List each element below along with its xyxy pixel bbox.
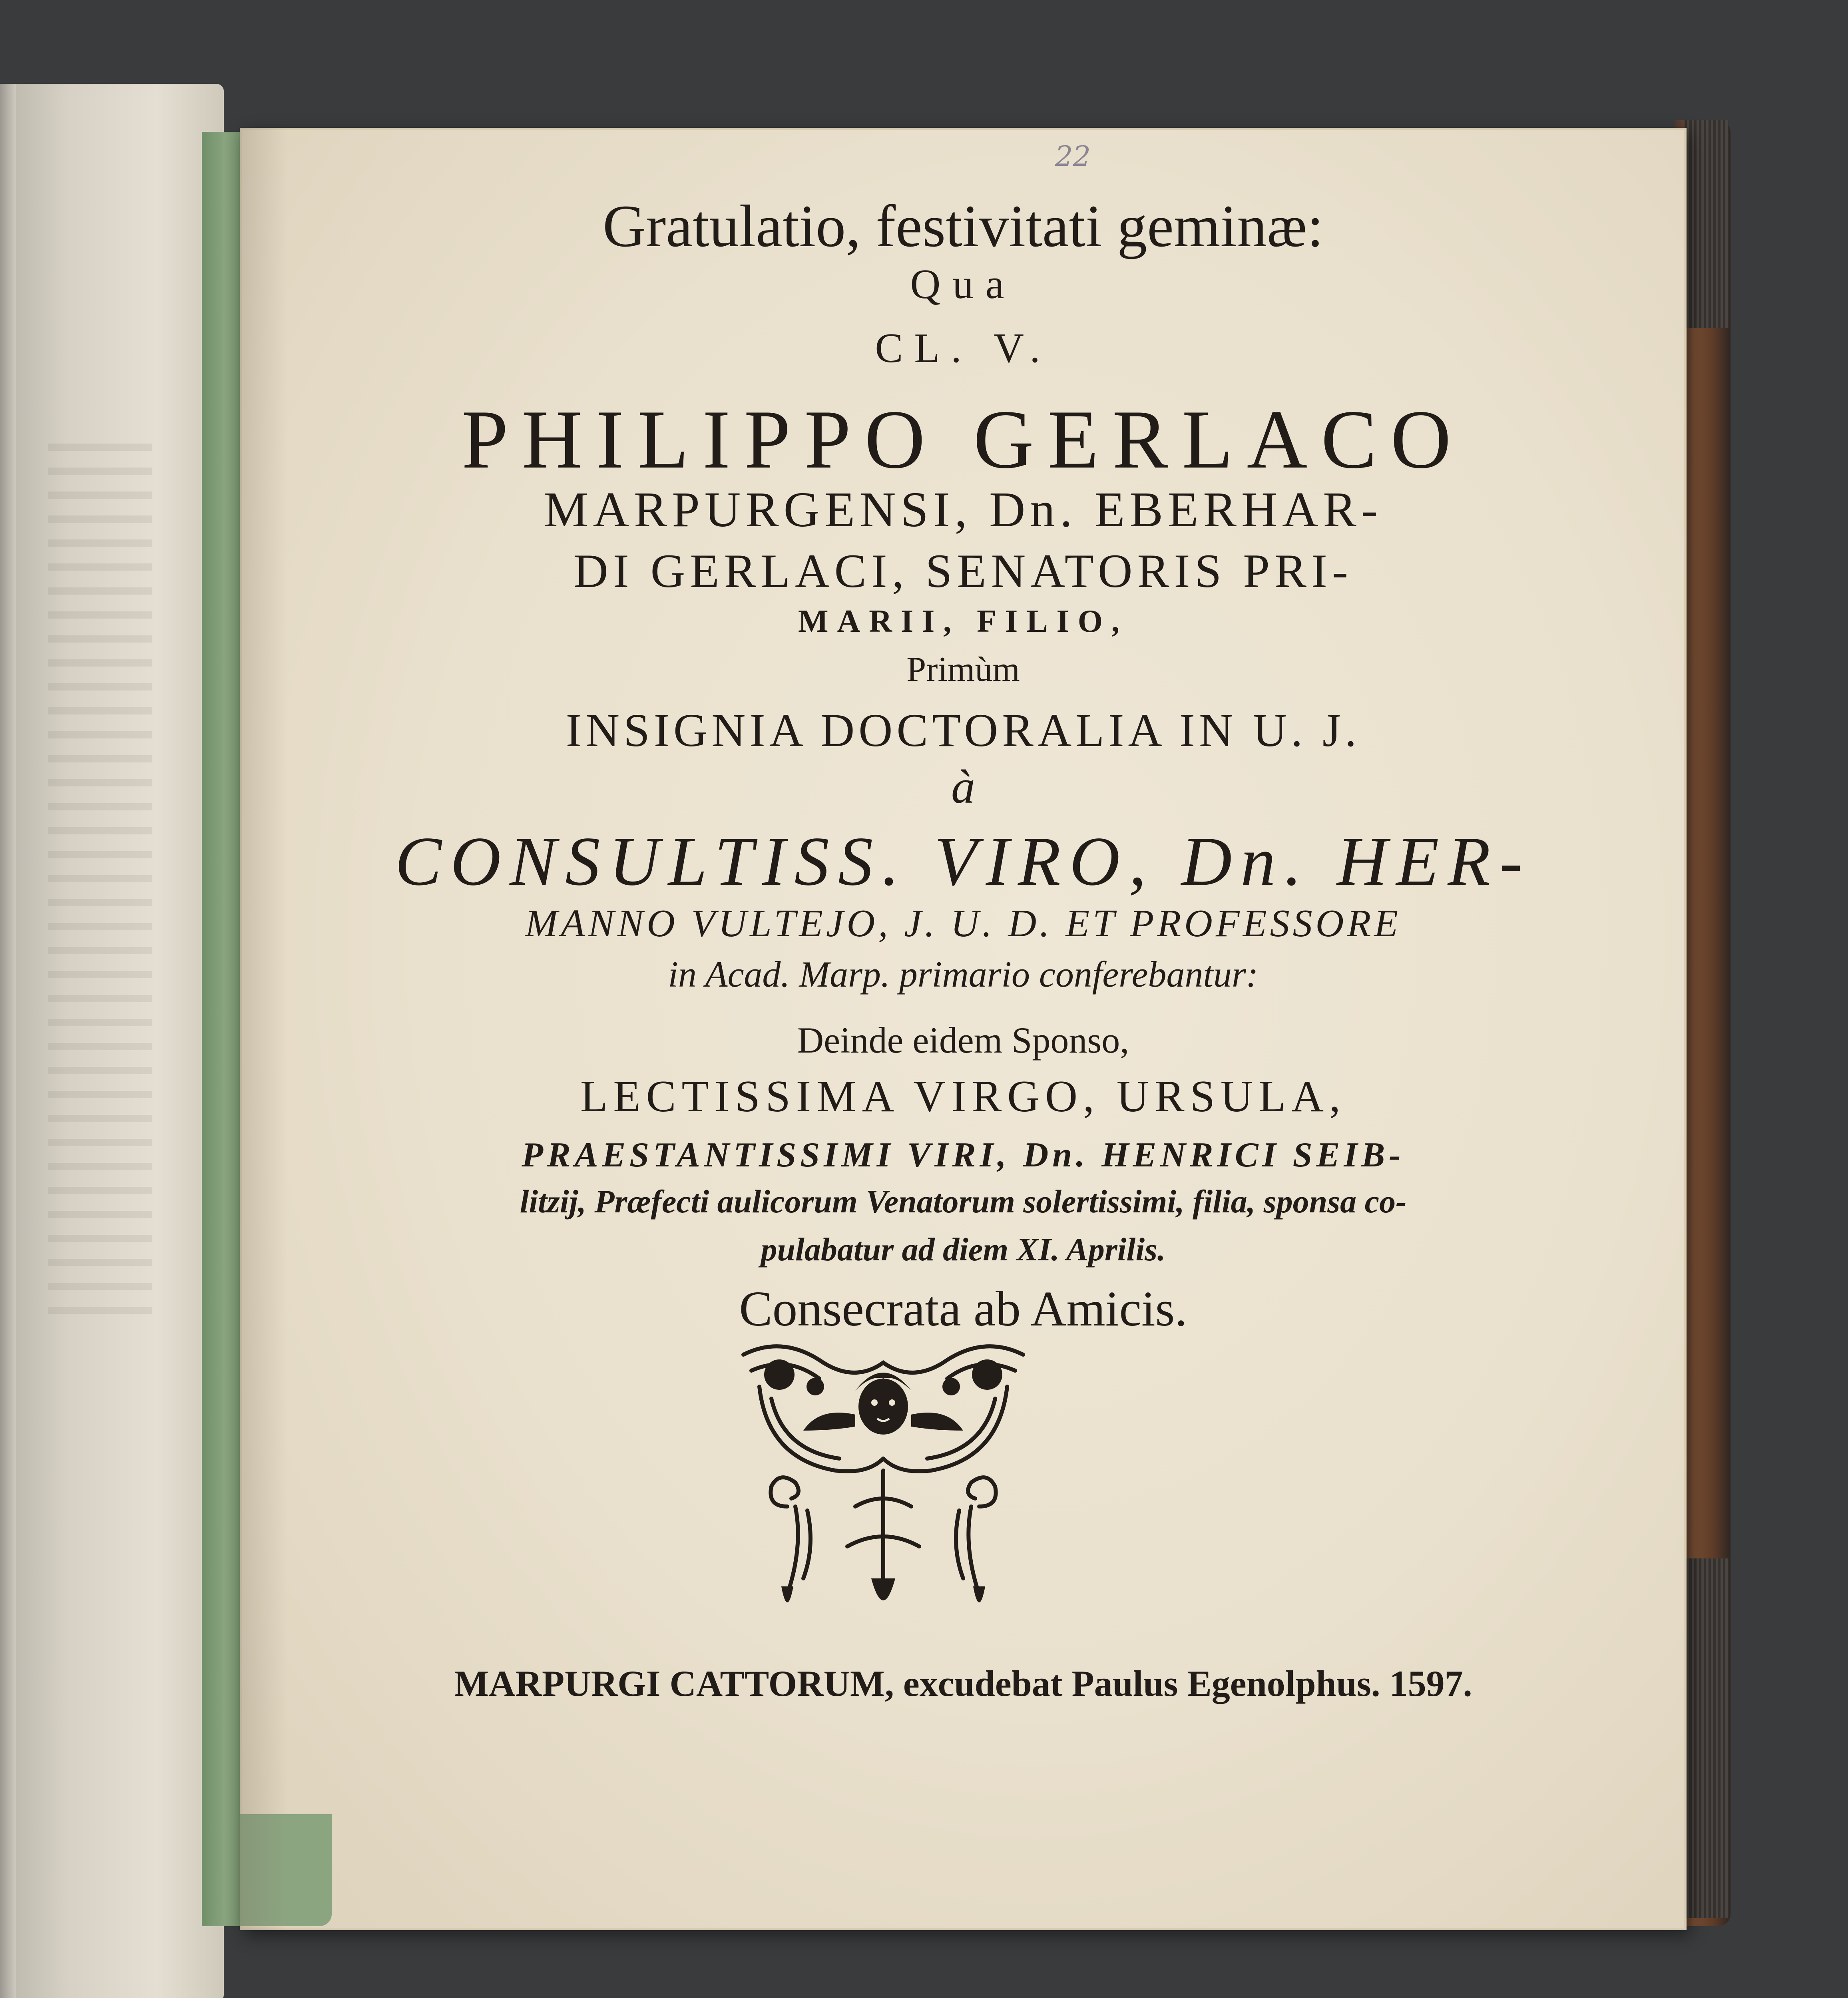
spine-band-top [1685,120,1729,328]
title-line-3: CL. V. [875,324,1051,371]
title-line-2: Qua [910,261,1016,307]
title-line-16: PRAESTANTISSIMI VIRI, Dn. HENRICI SEIB- [522,1136,1405,1174]
facing-page-edge [0,84,16,1998]
title-line-7: MARII, FILIO, [798,604,1129,639]
title-line-10: à [951,760,975,813]
spine-band-bottom [1685,1558,1729,1918]
title-line-1: Gratulatio, festivitati geminæ: [603,193,1324,259]
imprint-line: MARPURGI CATTORUM, excudebat Paulus Egenolphus. 1597. [454,1663,1472,1704]
title-line-19: Consecrata ab Amicis. [739,1282,1187,1337]
title-line-5: MARPURGENSI, Dn. EBERHAR- [544,482,1383,537]
title-line-8: Primùm [906,650,1020,689]
title-line-6: DI GERLACI, SENATORIS PRI- [574,544,1353,597]
title-line-12: MANNO VULTEJO, J. U. D. ET PROFESSORE [525,902,1402,945]
facing-page-left [0,84,224,1998]
printers-ornament-icon [735,1339,1031,1626]
title-line-15: LECTISSIMA VIRGO, URSULA, [580,1072,1346,1121]
title-line-11: CONSULTISS. VIRO, Dn. HER- [395,822,1531,900]
title-line-18: pulabatur ad diem XI. Aprilis. [761,1231,1166,1268]
folio-mark: 22 [1055,140,1091,173]
title-line-4: PHILIPPO GERLACO [462,393,1465,486]
title-line-17: litzij, Præfecti aulicorum Venatorum solertissimi, filia, sponsa co- [520,1183,1407,1220]
gutter-strip [202,132,240,1926]
title-line-14: Deinde eidem Sponso, [797,1020,1129,1061]
title-line-13: in Acad. Marp. primario conferebantur: [668,954,1259,995]
title-line-9: INSIGNIA DOCTORALIA IN U. J. [566,704,1361,756]
